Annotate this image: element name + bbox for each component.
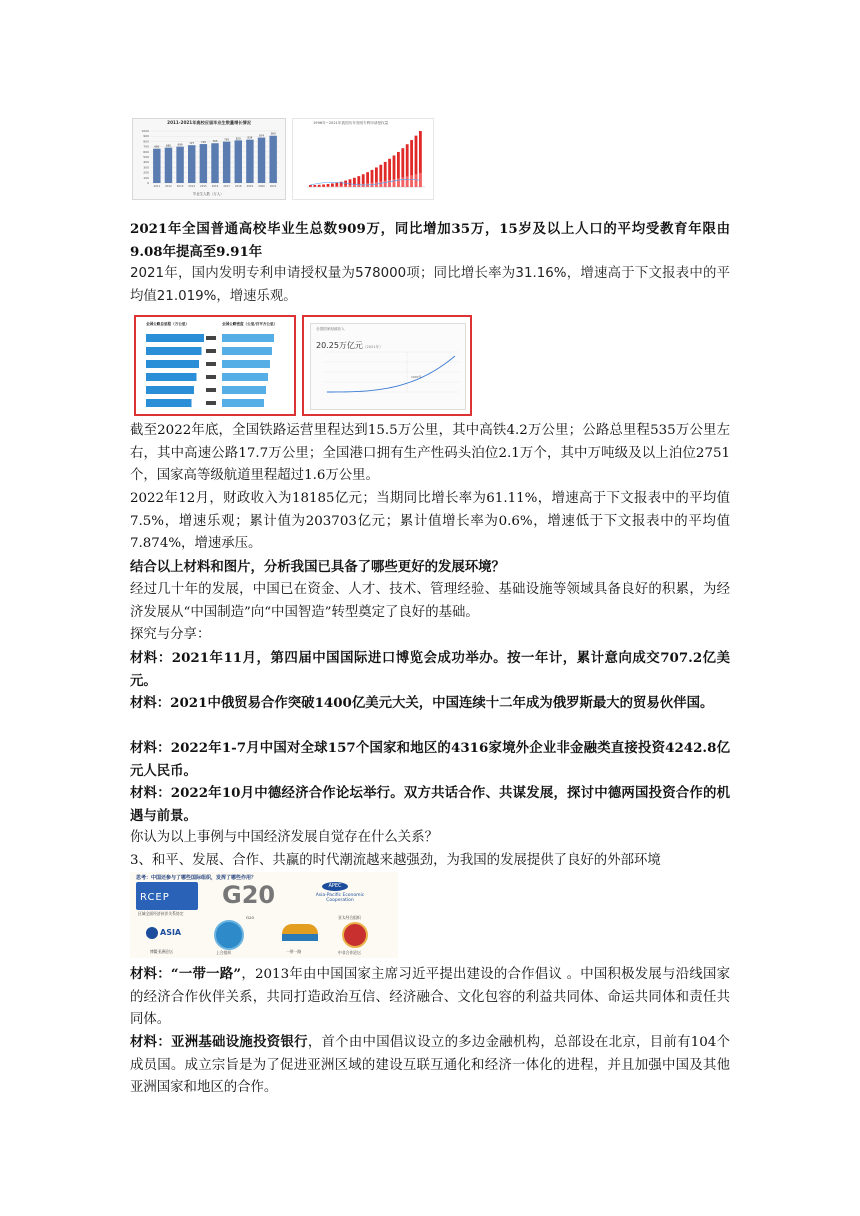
x-tick-label: 2014 <box>188 185 196 188</box>
bar-overlay <box>406 176 409 187</box>
x-tick-label: 2020 <box>258 185 265 188</box>
data-label: 727 <box>189 142 195 146</box>
bar-overlay <box>318 186 321 187</box>
material-label: 材料：亚洲基础设施投资银行 <box>130 1034 308 1050</box>
x-tick-label: 2015 <box>200 185 207 188</box>
revenue-line <box>327 356 455 392</box>
paragraph-patents <box>130 263 730 308</box>
bar-overlay <box>349 185 352 187</box>
y-tick-label: 300 <box>143 165 149 170</box>
bar <box>188 145 195 183</box>
explore-share-heading <box>130 624 730 647</box>
bar-overlay <box>353 185 356 187</box>
fiscal-panel <box>310 323 466 410</box>
data-label: 820 <box>235 137 241 141</box>
density-bar <box>222 360 270 368</box>
bar <box>176 147 183 183</box>
bar-overlay <box>340 186 343 187</box>
bar-overlay <box>401 177 404 187</box>
paragraph-text: 2022年12月，财政收入为18185亿元；当期同比增长率为61.11%，增速高于下文报表中的平均值7.5%，增速乐观；累计值为203703亿元；累计值增长率为0.6%，增速低于下文报表中的平均值7.874%，增速承压。 <box>130 491 730 551</box>
data-label: 680 <box>165 144 171 148</box>
data-label: 660 <box>154 145 160 149</box>
org-caption-sco: 上合组织 <box>216 950 232 955</box>
y-tick-label: 800 <box>143 139 149 144</box>
fiscal-point-label: 1997年 <box>411 375 422 379</box>
paragraph-text: 材料：2022年10月中德经济合作论坛举行。双方共话合作、共谋发展，探讨中德两国投资合作的机遇与前景。 <box>130 785 730 824</box>
x-tick-label: 2016 <box>211 185 219 188</box>
bar-overlay <box>313 186 316 187</box>
bar-overlay <box>335 186 338 187</box>
org-caption-apec: 亚太经合组织 <box>338 915 361 920</box>
data-label: 834 <box>247 136 253 140</box>
bar-overlay <box>415 174 418 187</box>
year-label-mark <box>206 401 216 405</box>
bar <box>153 149 160 183</box>
focac-logo <box>342 922 368 948</box>
point-three-heading <box>130 850 730 873</box>
data-label: 699 <box>177 143 183 147</box>
year-label-mark <box>206 388 216 392</box>
org-figure-banner: 思考：中国还参与了哪些国际组织，发挥了哪些作用？ <box>136 875 257 881</box>
y-tick-label: 200 <box>143 170 149 175</box>
bar-overlay <box>331 186 334 187</box>
bar-overlay <box>384 181 387 187</box>
g20-logo: G20 <box>222 881 276 909</box>
data-label: 795 <box>224 138 230 142</box>
y-tick-label: 500 <box>143 155 149 159</box>
x-tick-label: 2011 <box>153 185 161 188</box>
x-tick-label: 2012 <box>165 185 172 188</box>
paragraph-text: 2021年全国普通高校毕业生总数909万，同比增加35万，15岁及以上人口的平均受教育年限由9.08年提高至9.91年 <box>130 221 730 260</box>
paragraph-text: 结合以上材料和图片，分析我国已具备了哪些更好的发展环境？ <box>130 559 505 575</box>
bar <box>200 144 207 183</box>
density-bar <box>222 334 274 342</box>
paragraph-text <box>130 1031 730 1100</box>
material-import-expo <box>130 647 730 692</box>
y-tick-label: 900 <box>143 134 149 139</box>
y-tick-label: 600 <box>143 149 149 154</box>
chart-legend: 毕业生人数（万人） <box>193 192 224 196</box>
fiscal-title: 全国国家财政收入 <box>316 327 345 331</box>
paragraph-text: 截至2022年底，全国铁路运营里程达到15.5万公里，其中高铁4.2万公里；公路总里程535万公里左右，其中高速公路17.7万公里；全国港口拥有生产性码头泊位2.1万个，其中万吨级及以上泊位2751个，国家高等级航道里程超过1.6万公里。 <box>130 423 730 483</box>
material-china-russia <box>130 692 730 715</box>
bar <box>246 140 253 183</box>
fiscal-value-note: （2021年） <box>362 345 383 349</box>
material-label: 材料：“一带一路” <box>130 966 242 982</box>
year-label-mark <box>206 349 216 353</box>
road-mileage-figure <box>134 315 296 416</box>
x-tick-label: 2013 <box>176 185 184 188</box>
year-label-mark <box>206 375 216 379</box>
paragraph-graduates <box>130 218 730 263</box>
material-belt-and-road <box>130 963 730 1032</box>
bar-overlay <box>375 182 378 187</box>
x-tick-label: 2021 <box>269 185 277 188</box>
y-tick-label: 400 <box>143 160 149 165</box>
bar <box>223 142 230 183</box>
bar-overlay <box>362 184 365 187</box>
bar <box>211 143 218 183</box>
data-label: 909 <box>270 132 276 136</box>
mileage-bar <box>146 347 202 355</box>
x-tick-label: 2018 <box>234 185 242 188</box>
density-bar <box>222 399 264 407</box>
mileage-bar <box>146 373 197 381</box>
org-caption-belt-road: 一带一路 <box>286 949 302 954</box>
fiscal-revenue-figure <box>302 315 472 416</box>
mileage-bar <box>146 334 204 342</box>
chart-title: 2011-2021年高校应届毕业生数量增长情况 <box>167 120 251 125</box>
org-caption-g20: G20 <box>246 915 254 920</box>
x-tick-label: 2019 <box>246 185 254 188</box>
bar <box>165 148 172 183</box>
graduates-bar-chart <box>132 118 286 200</box>
density-bar <box>222 347 272 355</box>
paragraph-text: 材料：2021中俄贸易合作突破1400亿美元大关，中国连续十二年成为俄罗斯最大的贸易伙伴国。 <box>130 695 714 711</box>
question-relationship <box>130 827 730 850</box>
material-aiib <box>130 1031 730 1100</box>
international-organizations-figure <box>130 872 398 958</box>
boao-forum-logo: ASIA <box>142 924 196 946</box>
paragraph-accumulation <box>130 579 730 624</box>
patent-chart-title: 1996年~2021年我国历年发明专利申请授权量 <box>313 121 389 125</box>
bar-overlay <box>410 175 413 187</box>
bar-overlay <box>344 185 347 187</box>
bar-chart-svg <box>133 119 285 199</box>
y-tick-label: 0 <box>147 181 149 185</box>
data-label: 874 <box>259 134 265 138</box>
bar-overlay <box>393 179 396 187</box>
bar <box>269 136 276 183</box>
fiscal-value-line <box>316 333 383 352</box>
material-sino-german-forum <box>130 782 730 827</box>
data-label: 749 <box>200 141 206 145</box>
road-col2-header: 全国公路密度（公里/百平方公里） <box>222 322 278 326</box>
patent-chart <box>292 118 434 200</box>
org-caption-rcep: 区域全面经济伙伴关系协定 <box>138 911 184 916</box>
bar-overlay <box>322 186 325 187</box>
belt-road-logo <box>278 922 324 944</box>
fiscal-value: 20.25万亿元 <box>316 341 363 350</box>
paragraph-infrastructure <box>130 420 730 488</box>
y-tick-label: 1000 <box>141 129 149 133</box>
paragraph-fiscal <box>130 488 730 556</box>
x-tick-label: 2017 <box>223 185 230 188</box>
material-body: ，首个由中国倡议设立的多边金融机构，总部设在北京，目前有104个成员国。成立宗旨是为了促进亚洲区域的建设互联互通化和经济一体化的进程，并且加强中国及其他亚洲国家和地区的合作。 <box>130 1035 731 1095</box>
bar-overlay <box>327 186 330 187</box>
bar-overlay <box>388 180 391 187</box>
mileage-bar <box>146 399 192 407</box>
road-col1-header: 全国公路总里程（万公里） <box>146 322 190 326</box>
data-label: 765 <box>212 140 218 144</box>
year-label-mark <box>206 336 216 340</box>
paragraph-text: 2021年，国内发明专利申请授权量为578000项；同比增长率为31.16%，增速高于下文报表中的平均值21.019%，增速乐观。 <box>130 266 730 304</box>
apec-logo: APEC Asia-Pacific Economic Cooperation <box>315 883 365 903</box>
road-bars-svg <box>136 317 294 414</box>
paragraph-text: 你认为以上事例与中国经济发展自觉存在什么关系？ <box>130 830 438 845</box>
paragraph-text: 材料：2022年1-7月中国对全球157个国家和地区的4316家境外企业非金融类直接投资4242.8亿元人民币。 <box>130 740 730 779</box>
y-tick-label: 100 <box>143 175 149 180</box>
paragraph-text: 材料：2021年11月，第四届中国国际进口博览会成功举办。按一年计，累计意向成交707.2亿美元。 <box>130 650 730 689</box>
bar-overlay <box>309 187 312 188</box>
density-bar <box>222 386 266 394</box>
bar <box>235 140 242 183</box>
density-bar <box>222 373 268 381</box>
org-caption-boao: 博鳌亚洲论坛 <box>150 949 173 954</box>
bar-overlay <box>379 181 382 187</box>
mileage-bar <box>146 386 194 394</box>
material-outbound-investment <box>130 737 730 782</box>
material-body: ，2013年由中国国家主席习近平提出建设的合作倡议 。中国积极发展与沿线国家的经济合作伙伴关系，共同打造政治互信、经济融合、文化包容的利益共同体、命运共同体和责任共同体。 <box>130 967 730 1027</box>
mileage-bar <box>146 360 199 368</box>
paragraph-text: 经过几十年的发展，中国已在资金、人才、技术、管理经验、基础设施等领域具备良好的积累，为经济发展从“中国制造”向“中国智造”转型奠定了良好的基础。 <box>130 582 730 620</box>
sco-logo <box>214 920 244 950</box>
bar-overlay <box>397 178 400 187</box>
paragraph-text: 探究与分享： <box>130 627 211 642</box>
paragraph-text <box>130 963 730 1032</box>
paragraph-text: 3、和平、发展、合作、共赢的时代潮流越来越强劲，为我国的发展提供了良好的外部环境 <box>130 853 661 868</box>
year-label-mark <box>206 362 216 366</box>
patent-chart-svg <box>293 119 433 199</box>
y-tick-label: 700 <box>143 144 149 149</box>
org-caption-focac: 中非合作论坛 <box>338 950 361 955</box>
rcep-logo: RCEP <box>136 882 198 910</box>
question-development-environment <box>130 556 730 579</box>
bar <box>258 138 265 183</box>
